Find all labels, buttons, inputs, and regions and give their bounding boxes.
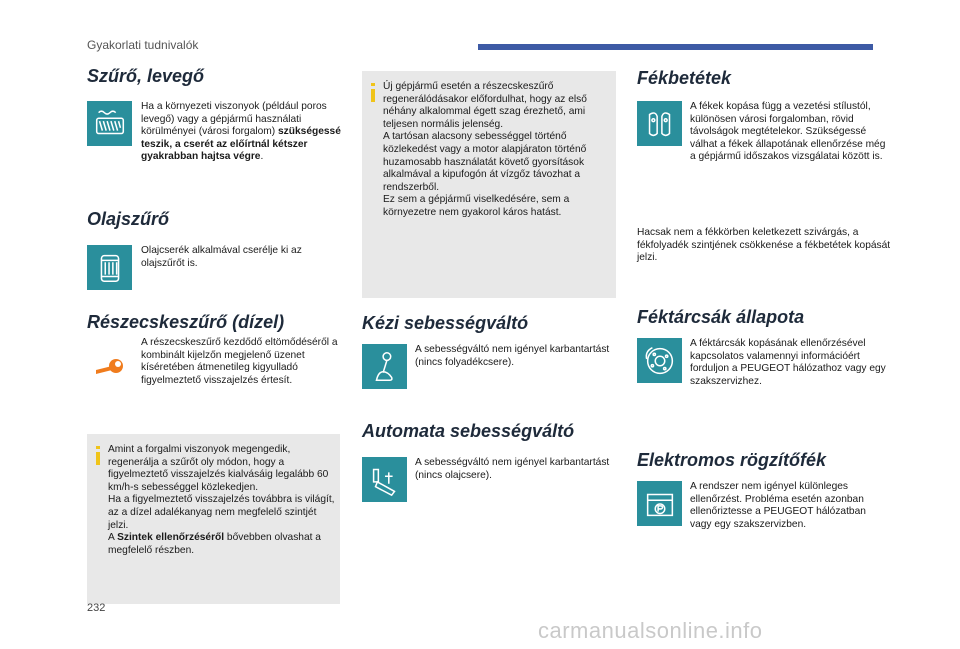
manual-gearbox-text: A sebességváltó nem igényel karbantartást (nincs folyadékcsere). (415, 344, 610, 368)
info-icon (96, 446, 100, 465)
header-accent-bar (478, 44, 873, 50)
heading-brake-pads: Fékbetétek (637, 68, 732, 88)
wrench-warning-icon (94, 357, 126, 379)
air-filter-icon (87, 101, 132, 146)
oil-filter-text: Olajcserék alkalmával cserélje ki az olajszűrőt is. (141, 245, 302, 269)
info-box-new-vehicle (362, 71, 616, 298)
brake-pads-note: Hacsak nem a fékkörben keletkezett szivárgás, a fékfolyadék szintjének csökkenése a fékbetétek kopását jelzi. (637, 227, 891, 264)
page-number: 232 (87, 602, 106, 614)
info-icon (371, 83, 375, 102)
info-text: Új gépjármű esetén a részecskeszűrő regenerálódásakor előfordulhat, hogy az első néhány alkalommal égett szag érezhető, ami teljesen normális jelenség. A tartósan alacsony sebességgel történő közlekedést vagy a motor alapjáraton történő huzamosabb használatát követő gyorsítások alkalmával a kipufogón át vízgőz távozhat a rendszerből. Ez sem a gépjármű viselkedésére, sem a környezetre nem gyakorol káros hatást. (383, 81, 587, 218)
info-box-regeneration (87, 434, 340, 604)
auto-gearbox-text: A sebességváltó nem igényel karbantartást (nincs olajcsere). (415, 457, 610, 481)
brake-discs-text: A féktárcsák kopásának ellenőrzésével kapcsolatos valamennyi információért forduljon a PEUGEOT hálózathoz vagy egy szakszervizhez. (690, 338, 886, 387)
oil-filter-icon (87, 245, 132, 290)
heading-manual-gearbox: Kézi sebességváltó (362, 313, 529, 333)
brake-disc-icon (637, 338, 682, 383)
electric-parking-brake-text: A rendszer nem igényel különleges ellenőrzést. Probléma esetén azonban ellenőriztesse a PEUGEOT hálózatban vagy egy szakszervizben. (690, 481, 866, 530)
manual-gear-lever-icon (362, 344, 407, 389)
heading-particle-filter: Részecskeszűrő (dízel) (87, 312, 285, 332)
heading-electric-parking-brake: Elektromos rögzítőfék (637, 450, 827, 470)
heading-oil-filter: Olajszűrő (87, 209, 170, 229)
info-text: Amint a forgalmi viszonyok megengedik, regenerálja a szűrőt oly módon, hogy a figyelmeztető visszajelzés kialvásáig legalább 60 km/h-s sebességgel közlekedjen. Ha a figyelmeztető visszajelzés továbbra is világít, az a dízel adalékanyag nem megfelelő szintjét jelzi. A Szintek ellenőrzéséről bővebben olvashat a megfelelő részben. (108, 444, 335, 556)
particle-filter-text: A részecskeszűrő kezdődő eltömődéséről a kombinált kijelzőn megjelenő üzenet kíséretében átmenetileg kigyulladó figyelmeztető visszajelzés értesít. (141, 337, 338, 386)
heading-air-filter: Szűrő, levegő (87, 66, 205, 86)
heading-auto-gearbox: Automata sebességváltó (362, 421, 575, 441)
automatic-gear-selector-icon (362, 457, 407, 502)
brake-pads-text: A fékek kopása függ a vezetési stílustól, különösen városi forgalomban, rövid távolságok megtételekor. Szükségessé válhat a fékek állapotának ellenőrzése még a gépjármű időszakos vizsgálatai között is. (690, 101, 886, 163)
air-filter-text: Ha a környezeti viszonyok (például poros levegő) vagy a gépjármű használati körülményei (városi forgalom) szükségessé teszik, a cserét az előírtnál kétszer gyakrabban hajtsa végre. (141, 101, 341, 163)
watermark: carmanualsonline.info (538, 618, 763, 643)
brake-pads-icon (637, 101, 682, 146)
section-header: Gyakorlati tudnivalók (87, 38, 199, 52)
electric-parking-brake-icon (637, 481, 682, 526)
heading-brake-discs: Féktárcsák állapota (637, 307, 805, 327)
